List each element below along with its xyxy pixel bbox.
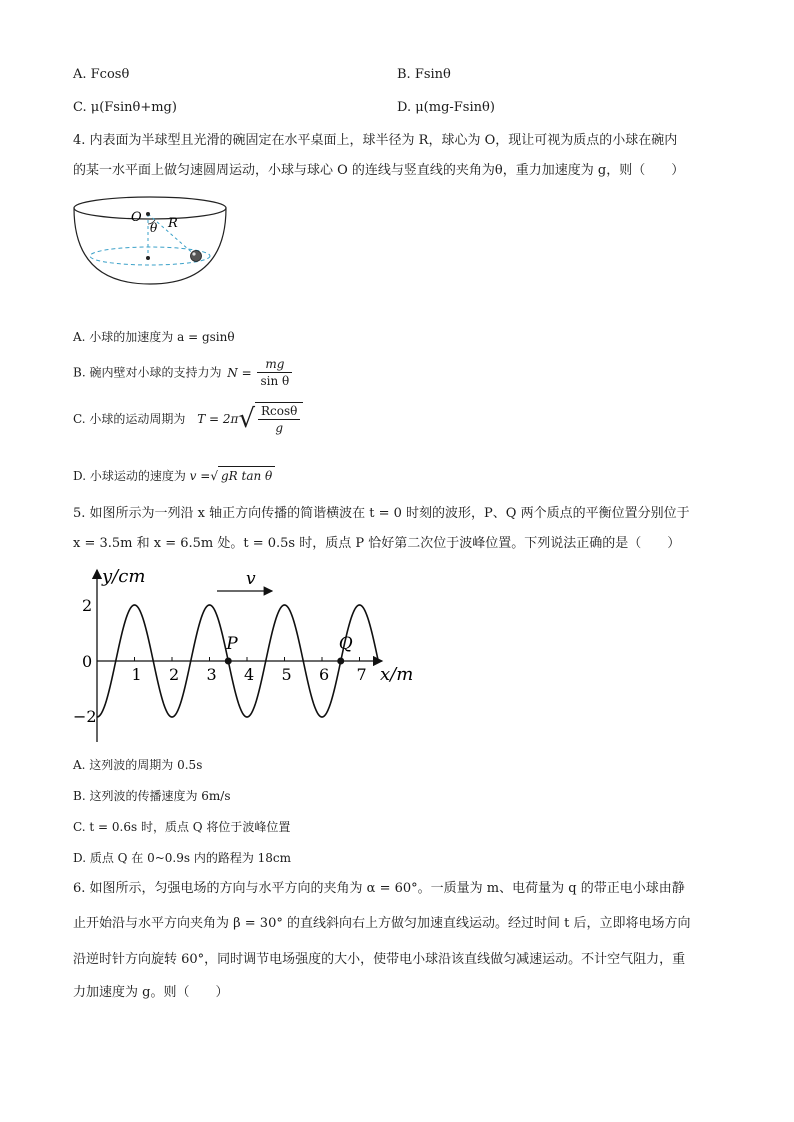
velocity-label: v [246,569,256,589]
x-tick-label: 5 [281,665,292,684]
q6-stem-line2: 止开始沿与水平方向夹角为 β = 30° 的直线斜向右上方做匀加速直线运动。经过时间 t 后，立即将电场方向 [73,916,691,931]
point-label-q: Q [338,634,353,654]
q4-stem-line2: 的某一水平面上做匀速圆周运动，小球与球心 O 的连线与竖直线的夹角为θ，重力加速度为 g，则（ ） [73,163,685,178]
bowl-figure [72,194,232,288]
q4-stem-line1: 4. 内表面为半球型且光滑的碗固定在水平桌面上，球半径为 R，球心为 O，现让可视为质点的小球在碗内 [73,133,678,148]
y-tick-0: 0 [82,652,93,671]
q6-stem-line4: 力加速度为 g。则（ ） [73,985,229,1000]
y-axis-label: y/cm [102,566,146,587]
label-o: O [131,210,142,225]
q5-option-b: B. 这列波的传播速度为 6m/s [73,789,231,803]
q3-option-c: C. μ(Fsinθ+mg) [73,100,177,115]
q4-option-d: D. 小球运动的速度为 v =√ gR tan θ [73,466,275,485]
q5-stem-line1: 5. 如图所示为一列沿 x 轴正方向传播的简谐横波在 t = 0 时刻的波形，P、Q 两个质点的平衡位置分别位于 [73,506,690,521]
label-theta: θ [150,221,158,235]
q5-option-a: A. 这列波的周期为 0.5s [73,758,203,772]
q4-option-c: C. 小球的运动周期为 T = 2π√ $\frac{Rcos\theta}{g}$ [73,402,303,442]
q4-option-a: A. 小球的加速度为 a = gsinθ [73,330,235,344]
label-r: R [168,216,178,231]
x-tick-label: 4 [244,665,255,684]
wave-chart [72,562,422,747]
y-tick-2: 2 [82,596,93,615]
q6-stem-line1: 6. 如图所示，匀强电场的方向与水平方向的夹角为 α = 60°。一质量为 m、电荷量为 q 的带正电小球由静 [73,881,685,896]
q3-option-b: B. Fsinθ [397,67,451,82]
y-tick-neg2: −2 [73,707,97,726]
x-tick-label: 3 [206,665,217,684]
point-q [337,658,344,665]
circle-center-point [146,256,150,260]
q3-option-d: D. μ(mg-Fsinθ) [397,100,495,115]
q4-option-b: B. 碗内壁对小球的支持力为 N = $\frac{mg}{\text{sin θ}}$ [73,356,294,392]
point-p [225,658,232,665]
q5-stem-line2: x = 3.5m 和 x = 6.5m 处。t = 0.5s 时，质点 P 恰好第二次位于波峰位置。下列说法正确的是（ ） [73,536,681,551]
q6-stem-line3: 沿逆时针方向旋转 60°，同时调节电场强度的大小，使带电小球沿该直线做匀减速运动。不计空气阻力，重 [73,952,686,967]
x-tick-label: 7 [356,665,367,684]
x-tick-label: 1 [131,665,142,684]
center-point-o [146,212,150,216]
q3-option-a: A. Fcosθ [73,67,130,82]
x-tick-label: 6 [319,665,330,684]
q5-option-d: D. 质点 Q 在 0~0.9s 内的路程为 18cm [73,851,292,865]
x-axis-label: x/m [380,664,414,685]
q5-option-c: C. t = 0.6s 时，质点 Q 将位于波峰位置 [73,820,291,834]
ball-icon [191,251,202,262]
x-tick-label: 2 [169,665,180,684]
point-label-p: P [226,634,238,654]
